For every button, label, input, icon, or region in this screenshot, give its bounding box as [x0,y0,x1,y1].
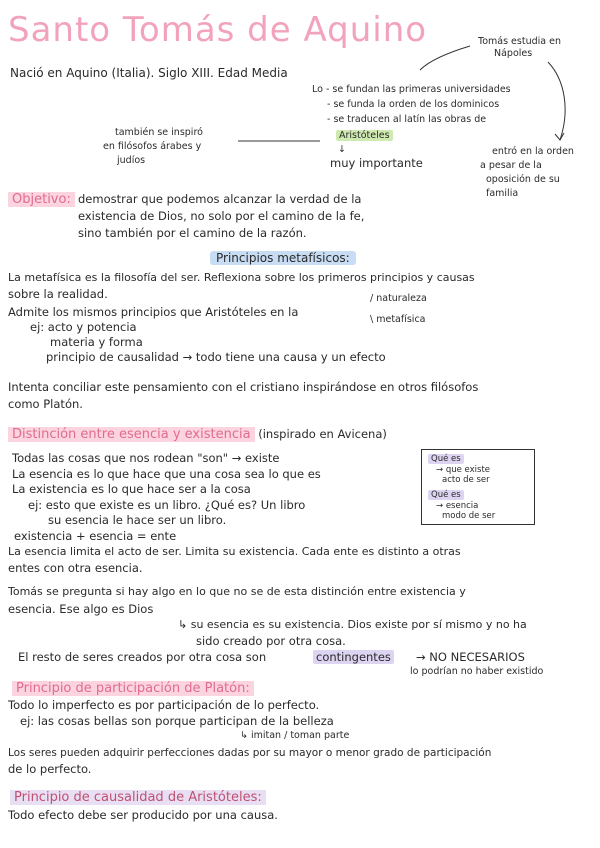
box-que-es2-desc-1: → esencia [436,501,479,511]
arrow-down: ↓ [338,144,346,155]
meta-line-2: sobre la realidad. [8,287,108,301]
left-note-line-1: también se inspiró [115,127,203,138]
left-note-line-3: judíos [117,155,146,166]
dist-line-1: Todas las cosas que nos rodean "son" → existe [12,451,280,465]
meta-line-1: La metafísica es la filosofía del ser. Reflexiona sobre los primeros principios y causas [8,271,475,284]
box-que-es: Qué es [428,454,464,464]
meta-line-4: ej: acto y potencia [30,320,137,334]
intro-line: Nació en Aquino (Italia). Siglo XIII. Edad Media [10,66,288,80]
intenta-line-1: Intenta conciliar este pensamiento con el cristiano inspirándose en otros filósofos [8,380,479,394]
tomas-line-2: esencia. Ese algo es Dios [8,602,154,616]
muy-importante: muy importante [330,156,423,170]
intenta-line-2: como Platón. [8,397,83,411]
tomas-line-4: sido creado por otra cosa. [196,634,346,648]
part-line-5: de lo perfecto. [8,762,92,776]
bullet-3: - se traducen al latín las obras de [327,114,487,125]
tomas-line-5: El resto de seres creados por otra cosa son [18,650,267,664]
objetivo-line-3: sino también por el camino de la razón. [78,226,307,240]
right-note-line-3: oposición de su [486,174,560,185]
meta-line-5: materia y forma [50,335,143,349]
distincion-note: (inspirado en Avicena) [258,427,387,441]
dist-line-2: La esencia es lo que hace que una cosa sea lo que es [12,467,321,481]
podrian-no-existir: lo podrían no haber existido [410,666,544,677]
left-note-line-2: en filósofos árabes y [103,141,202,152]
part-line-3: ↳ imitan / toman parte [240,730,350,741]
objetivo-label: Objetivo: [8,192,75,207]
bullet-2: - se funda la orden de los dominicos [327,99,500,110]
no-necesarios: → NO NECESARIOS [416,650,525,664]
causalidad-heading: Principio de causalidad de Aristóteles: [10,790,266,805]
box-que-es-2: Qué es [428,490,464,500]
tomas-line-3: ↳ su esencia es su existencia. Dios existe por sí mismo y no ha [178,618,527,631]
side-metafisica: \ metafísica [370,314,426,325]
objetivo-line-2: existencia de Dios, no solo por el camino de la fe, [78,209,365,223]
part-line-1: Todo lo imperfecto es por participación de lo perfecto. [8,698,320,712]
page-title: Santo Tomás de Aquino [8,10,428,50]
dist-line-8: entes con otra esencia. [8,561,143,575]
causalidad-line: Todo efecto debe ser producido por una causa. [8,808,278,822]
tomas-line-1: Tomás se pregunta si hay algo en lo que no se de esta distinción entre existencia y [8,585,466,598]
box-que-es-desc-2: acto de ser [442,475,490,485]
principios-heading: Principios metafísicos: [210,251,356,265]
meta-line-3: Admite los mismos principios que Aristóteles en la [8,305,299,319]
box-que-es-desc-1: → que existe [436,465,491,475]
contingentes-highlight: contingentes [313,650,394,664]
dist-line-4: ej: esto que existe es un libro. ¿Qué es? Un libro [28,498,306,512]
side-naturaleza: / naturaleza [370,293,427,304]
curved-arrow-right [548,62,565,140]
arrow-head-right [555,133,564,140]
part-line-2: ej: las cosas bellas son porque participan de la belleza [20,714,334,728]
box-que-es2-desc-2: modo de ser [442,511,496,521]
aristoteles-highlight: Aristóteles [336,130,393,141]
right-note-line-2: a pesar de la [480,160,542,171]
dist-line-7: La esencia limita el acto de ser. Limita su existencia. Cada ente es distinto a otras [8,545,461,558]
participacion-heading: Principio de participación de Platón: [12,681,254,696]
objetivo-line-1: demostrar que podemos alcanzar la verdad de la [78,192,362,206]
dist-line-5: su esencia le hace ser un libro. [48,513,227,527]
side-note-top-line-2: Nápoles [494,48,533,59]
right-note-line-4: familia [486,188,519,199]
curved-arrow-top [420,46,470,70]
side-note-top-line-1: Tomás estudia en [478,36,561,47]
part-line-4: Los seres pueden adquirir perfecciones dadas por su mayor o menor grado de participación [8,747,492,759]
bullet-1: Lo - se fundan las primeras universidades [312,84,511,95]
distincion-heading: Distinción entre esencia y existencia [8,427,255,442]
dist-line-6: existencia + esencia = ente [14,529,177,543]
meta-line-6: principio de causalidad → todo tiene una causa y un efecto [46,350,386,364]
right-note-line-1: entró en la orden [492,146,574,157]
dist-line-3: La existencia es lo que hace ser a la cosa [12,482,251,496]
